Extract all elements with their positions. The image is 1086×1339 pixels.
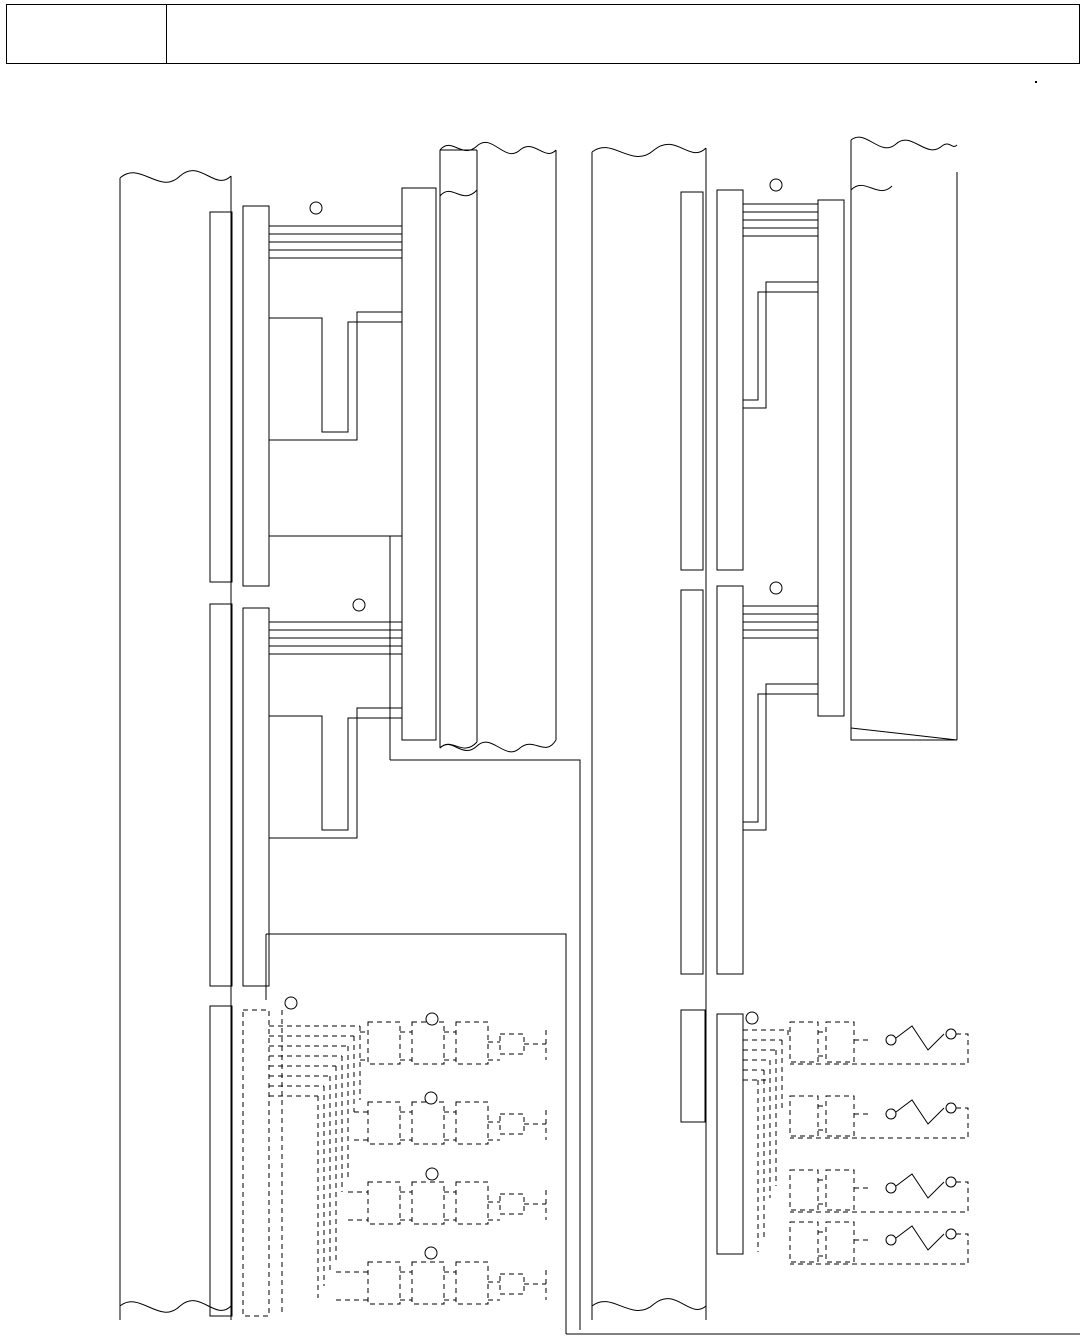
left-upper-connector-group xyxy=(210,142,556,760)
callout-circle xyxy=(426,1168,438,1180)
right-main-harness xyxy=(592,144,706,1320)
callout-circle xyxy=(353,599,365,611)
left-relay-bank xyxy=(210,997,546,1316)
left-middle-connector-group xyxy=(210,604,402,986)
switch-row xyxy=(790,1222,968,1264)
callout-circle xyxy=(746,1012,758,1024)
right-upper-connector-group xyxy=(681,137,957,740)
callout-circle xyxy=(310,202,322,214)
callout-circle xyxy=(426,1013,438,1025)
relay-row xyxy=(336,1262,546,1304)
left-lower-routing xyxy=(266,760,1080,1334)
callout-circle xyxy=(770,582,782,594)
relay-row xyxy=(360,1022,546,1064)
callout-circle xyxy=(770,179,782,191)
callout-circle xyxy=(425,1247,437,1259)
left-main-harness xyxy=(120,171,231,1320)
switch-row xyxy=(790,1170,968,1212)
relay-row xyxy=(348,1182,546,1224)
switch-row xyxy=(790,1022,968,1064)
callout-circle xyxy=(285,997,297,1009)
right-middle-connector-group xyxy=(681,586,818,974)
switch-row xyxy=(790,1096,968,1138)
relay-row xyxy=(354,1102,546,1144)
callout-circle xyxy=(425,1092,437,1104)
right-switch-bank xyxy=(681,1010,968,1264)
